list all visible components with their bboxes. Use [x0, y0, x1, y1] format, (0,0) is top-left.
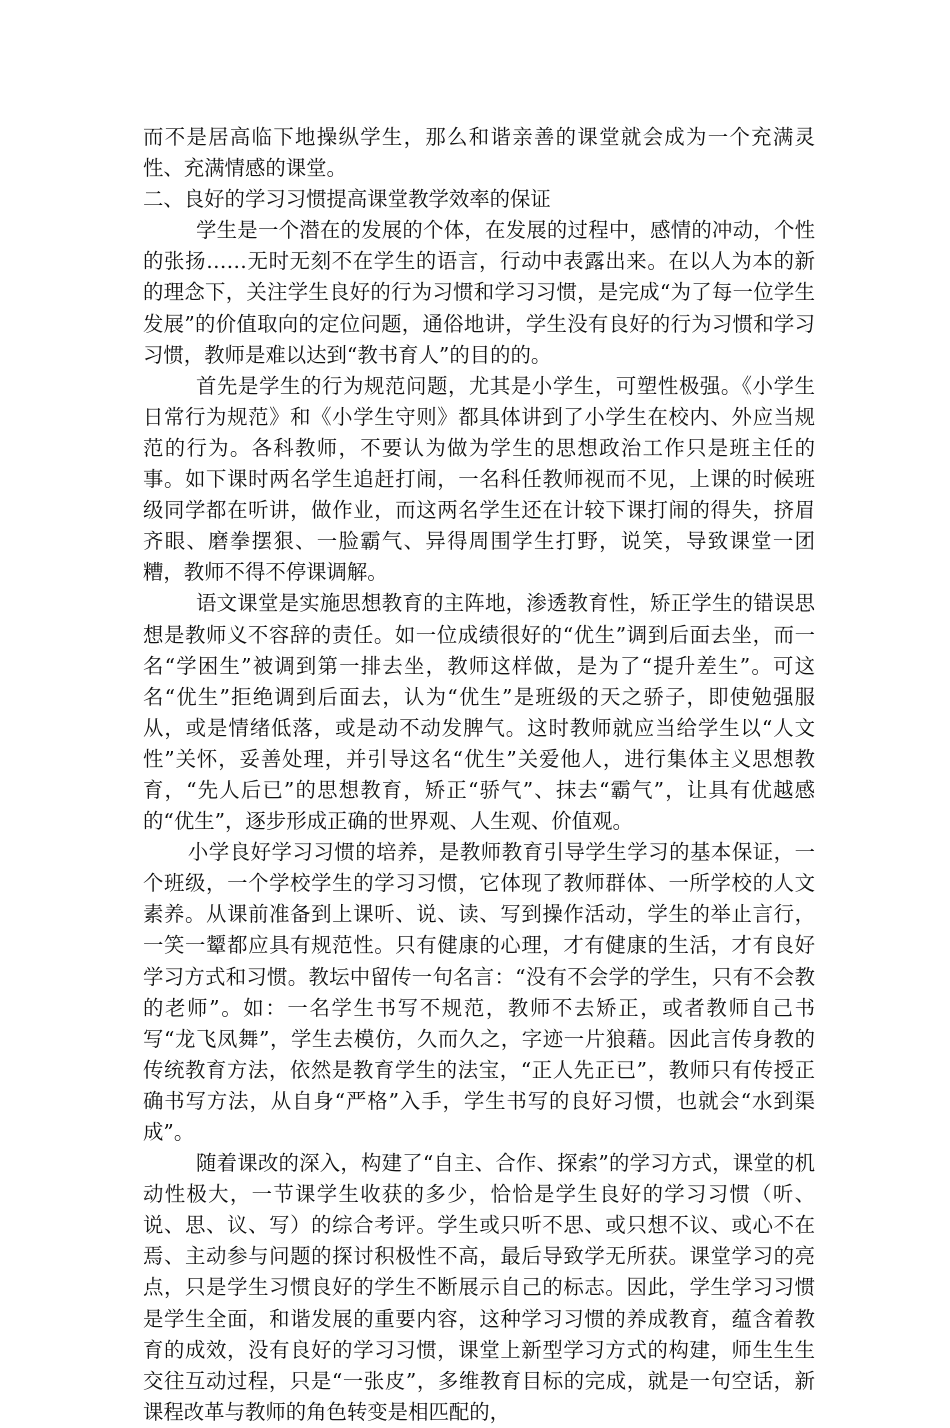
paragraph-curriculum-reform: 随着课改的深入，构建了“自主、合作、探索”的学习方式，课堂的机动性极大，一节课学生收获的多少，恰恰是学生良好的学习习惯（听、说、思、议、写）的综合考评。学生或只听不思、或只想不议、或心不在焉、主动参与问题的探讨积极性不高，最后导致学无所获。课堂学习的亮点，只是学生习惯良好的学生不断展示自己的标志。因此，学生学习习惯是学生全面，和谐发展的重要内容，这种学习习惯的养成教育，蕴含着教育的成效，没有良好的学习习惯，课堂上新型学习方式的构建，师生生生交往互动过程，只是“一张皮”，多维教育目标的完成，就是一句空话，新课程改革与教师的角色转变是相匹配的，	[143, 1151, 815, 1424]
paragraph-chinese-class: 语文课堂是实施思想教育的主阵地，渗透教育性，矫正学生的错误思想是教师义不容辞的责任。如一位成绩很好的“优生”调到后面去坐，而一名“学困生”被调到第一排去坐，教师这样做，是为了“提升差生”。可这名“优生”拒绝调到后面去，认为“优生”是班级的天之骄子，即使勉强服从，或是情绪低落，或是动不动发脾气。这时教师就应当给学生以“人文性”关怀，妥善处理，并引导这名“优生”关爱他人，进行集体主义思想教育，“先人后已”的思想教育，矫正“骄气”、抹去“霸气”，让具有优越感的“优生”，逐步形成正确的世界观、人生观、价值观。	[143, 591, 815, 834]
paragraph-continuation: 而不是居高临下地操纵学生，那么和谐亲善的课堂就会成为一个充满灵性、充满情感的课堂。	[143, 125, 815, 181]
document-body	[143, 122, 815, 1428]
paragraph-study-habits: 小学良好学习习惯的培养，是教师教育引导学生学习的基本保证，一个班级，一个学校学生的学习习惯，它体现了教师群体、一所学校的人文素养。从课前准备到上课听、说、读、写到操作活动，学生的举止言行，一笑一颦都应具有规范性。只有健康的心理，才有健康的生活，才有良好学习方式和习惯。教坛中留传一句名言：“没有不会学的学生，只有不会教的老师”。如：一名学生书写不规范，教师不去矫正，或者教师自己书写“龙飞凤舞”，学生去模仿，久而久之，字迹一片狼藉。因此言传身教的传统教育方法，依然是教育学生的法宝，“正人先正已”，教师只有传授正确书写方法，从自身“严格”入手，学生书写的良好习惯，也就会“水到渠成”。	[143, 840, 815, 1144]
paragraph-behavior: 首先是学生的行为规范问题，尤其是小学生，可塑性极强。《小学生日常行为规范》和《小学生守则》都具体讲到了小学生在校内、外应当规范的行为。各科教师，不要认为做为学生的思想政治工作只是班主任的事。如下课时两名学生追赶打闹，一名科任教师视而不见，上课的时候班级同学都在听讲，做作业，而这两名学生还在计较下课打闹的得失，挤眉齐眼、磨拳摆狠、一脸霸气、异得周围学生打野，说笑，导致课堂一团糟，教师不得不停课调解。	[143, 373, 815, 585]
section-heading: 二、良好的学习习惯提高课堂教学效率的保证	[143, 187, 551, 212]
paragraph-intro: 学生是一个潜在的发展的个体，在发展的过程中，感情的冲动，个性的张扬……无时无刻不在学生的语言，行动中表露出来。在以人为本的新的理念下，关注学生良好的行为习惯和学习习惯，是完成“为了每一位学生发展”的价值取向的定位问题，通俗地讲，学生没有良好的行为习惯和学习习惯，教师是难以达到“教书育人”的目的的。	[143, 218, 815, 367]
